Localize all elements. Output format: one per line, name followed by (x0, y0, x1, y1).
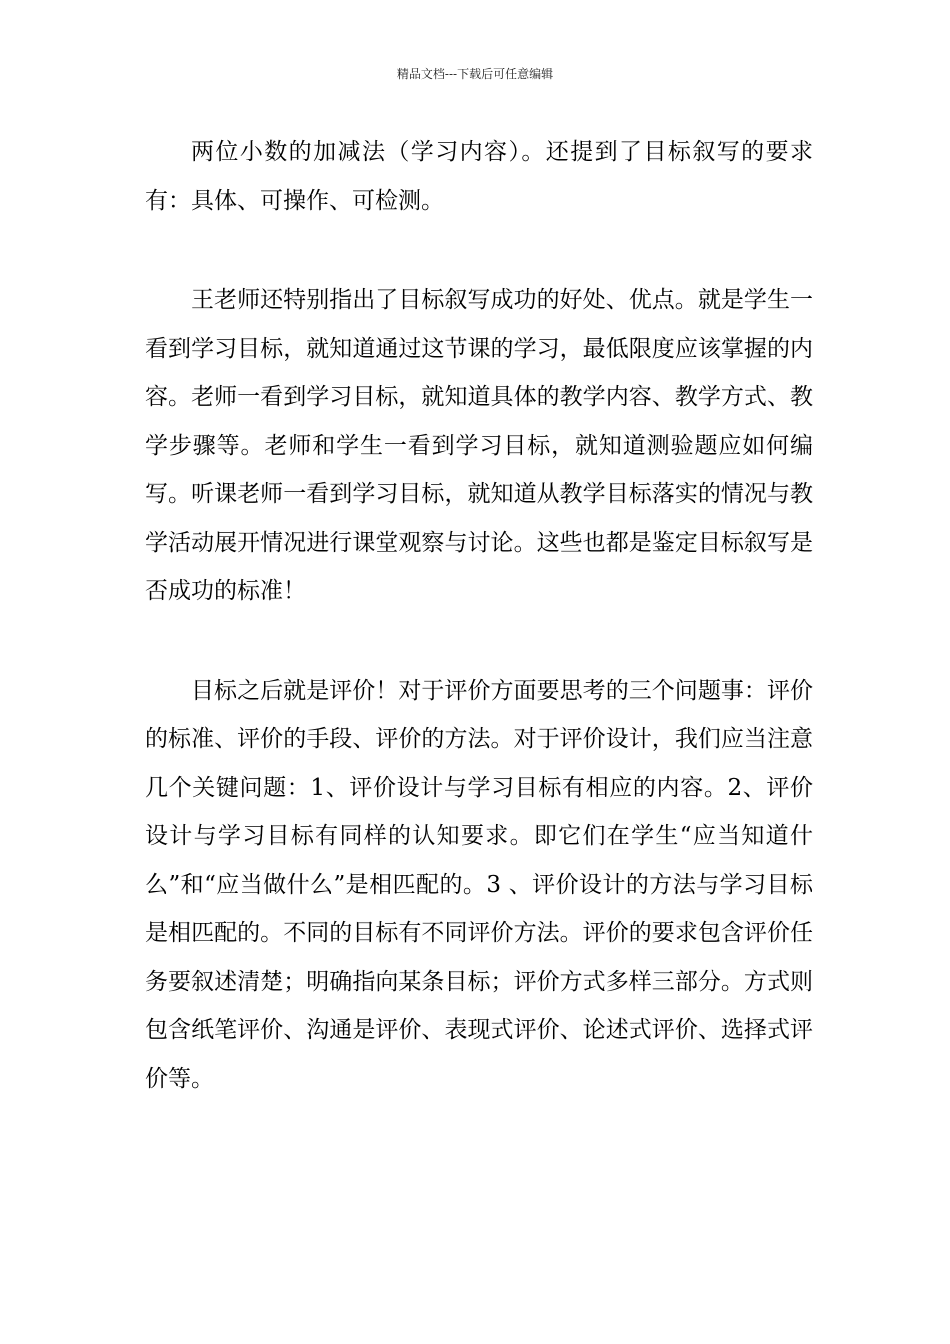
document-body (145, 128, 813, 1103)
page-header: 精品文档---下载后可任意编辑 (396, 67, 554, 81)
paragraph-3: 目标之后就是评价！对于评价方面要思考的三个问题事：评价的标准、评价的手段、评价的方法。对于评价设计，我们应当注意几个关键问题：1、评价设计与学习目标有相应的内容。2、评价设计与学习目标有同样的认知要求。即它们在学生“应当知道什么”和“应当做什么”是相匹配的。3 、评价设计的方法与学习目标是相匹配的。不同的目标有不同评价方法。评价的要求包含评价任务要叙述清楚；明确指向某条目标；评价方式多样三部分。方式则包含纸笔评价、沟通是评价、表现式评价、论述式评价、选择式评价等。 (145, 677, 813, 1092)
paragraph-1: 两位小数的加减法（学习内容）。还提到了目标叙写的要求有：具体、可操作、可检测。 (145, 139, 813, 214)
paragraph-2: 王老师还特别指出了目标叙写成功的好处、优点。就是学生一看到学习目标，就知道通过这节课的学习，最低限度应该掌握的内容。老师一看到学习目标，就知道具体的教学内容、教学方式、教学步骤等。老师和学生一看到学习目标，就知道测验题应如何编写。听课老师一看到学习目标，就知道从教学目标落实的情况与教学活动展开情况进行课堂观察与讨论。这些也都是鉴定目标叙写是否成功的标准！ (145, 287, 813, 604)
